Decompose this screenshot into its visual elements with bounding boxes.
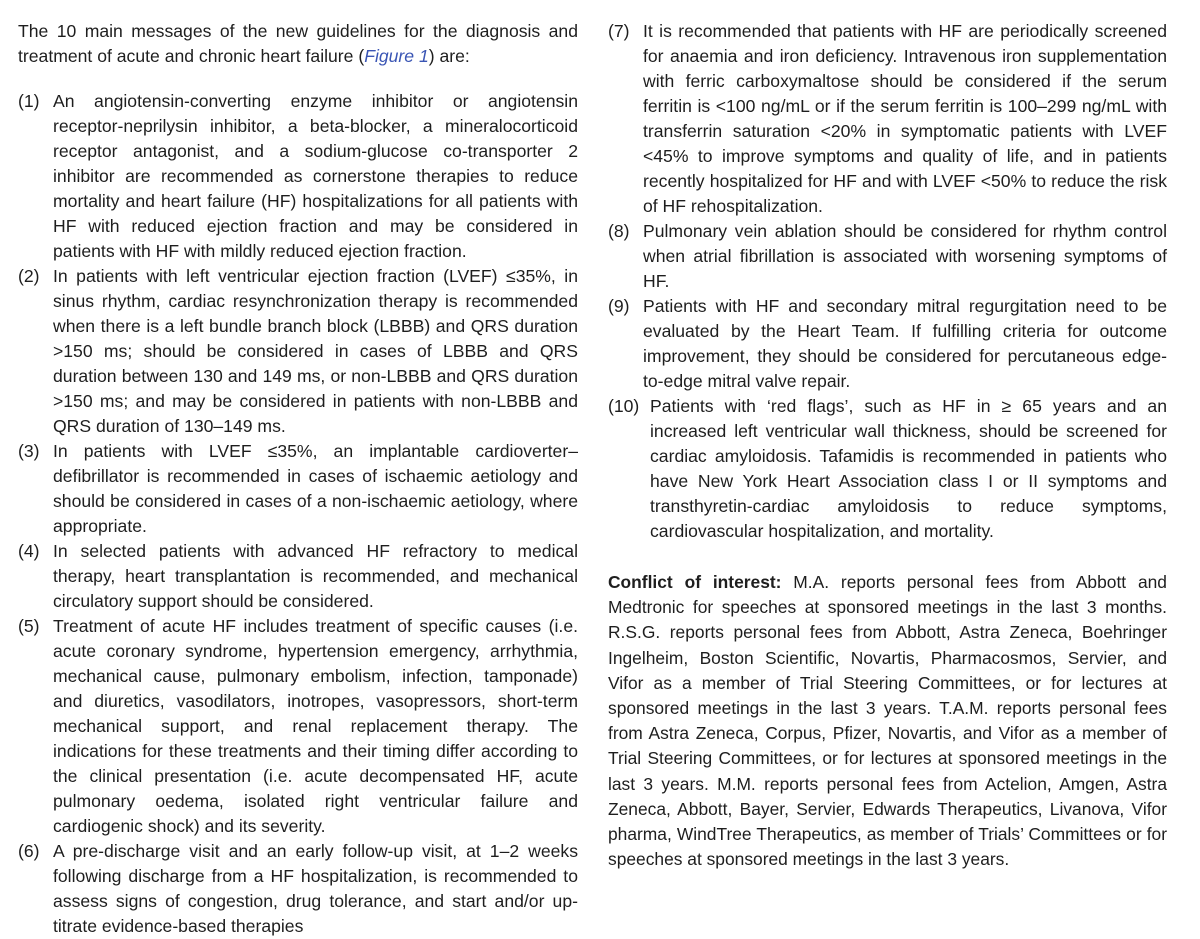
message-number: (6) bbox=[18, 841, 40, 861]
key-messages-list-left bbox=[18, 89, 578, 939]
message-item-4 bbox=[18, 539, 578, 614]
figure-1-link[interactable]: Figure 1 bbox=[364, 46, 429, 66]
message-item-2 bbox=[18, 264, 578, 439]
message-item-1 bbox=[18, 89, 578, 264]
conflict-of-interest-paragraph bbox=[608, 570, 1167, 872]
message-text: In patients with LVEF ≤35%, an implantable cardioverter–defibrillator is recommended in cases of ischaemic aetiology and should be considered in cases of a non-ischaemic aetiology, where appropriate. bbox=[53, 441, 578, 536]
message-text: Patients with HF and secondary mitral regurgitation need to be evaluated by the Heart Team. If fulfilling criteria for outcome improvement, they should be considered for percutaneous edge-to-edge mitral valve repair. bbox=[643, 296, 1167, 391]
message-text: An angiotensin-converting enzyme inhibitor or angiotensin receptor-neprilysin inhibitor, a beta-blocker, a mineralocorticoid receptor antagonist, and a sodium-glucose co-transporter 2 inhibitor are recommended as cornerstone therapies to reduce mortality and heart failure (HF) hospitalizations for all patients with HF with reduced ejection fraction and may be considered in patients with HF with mildly reduced ejection fraction. bbox=[53, 91, 578, 261]
message-text: Pulmonary vein ablation should be considered for rhythm control when atrial fibrillation is associated with worsening symptoms of HF. bbox=[643, 221, 1167, 291]
message-text: Treatment of acute HF includes treatment of specific causes (i.e. acute coronary syndrome, hypertension emergency, arrhythmia, mechanical cause, pulmonary embolism, infection, tamponade) and diuretics, vasodilators, inotropes, vasopressors, short-term mechanical support, and renal replacement therapy. The indications for these treatments and their timing differ according to the clinical presentation (i.e. acute decompensated HF, acute pulmonary oedema, isolated right ventricular failure and cardiogenic shock) and its severity. bbox=[53, 616, 578, 836]
message-number: (9) bbox=[608, 296, 630, 316]
message-item-9 bbox=[608, 294, 1167, 394]
message-text: A pre-discharge visit and an early follow-up visit, at 1–2 weeks following discharge from a HF hospitalization, is recommended to assess signs of congestion, drug tolerance, and start and/or up-titrate evidence-based therapies bbox=[53, 841, 578, 936]
intro-paragraph bbox=[18, 19, 578, 69]
message-number: (5) bbox=[18, 616, 40, 636]
right-column bbox=[608, 19, 1167, 872]
message-item-10 bbox=[608, 394, 1167, 544]
message-number: (10) bbox=[608, 396, 640, 416]
message-item-3 bbox=[18, 439, 578, 539]
message-item-7 bbox=[608, 19, 1167, 219]
message-number: (2) bbox=[18, 266, 40, 286]
message-item-8 bbox=[608, 219, 1167, 294]
conflict-of-interest-label: Conflict of interest: bbox=[608, 572, 782, 592]
message-number: (3) bbox=[18, 441, 40, 461]
key-messages-list-right bbox=[608, 19, 1167, 544]
intro-text-end: ) are: bbox=[428, 46, 470, 66]
message-text: It is recommended that patients with HF are periodically screened for anaemia and iron deficiency. Intravenous iron supplementation with ferric carboxymaltose should be considered if the serum ferritin is <100 ng/mL or if the serum ferritin is 100–299 ng/mL with transferrin saturation <20% in symptomatic patients with LVEF <45% to improve symptoms and quality of life, and in patients recently hospitalized for HF and with LVEF <50% to reduce the risk of HF rehospitalization. bbox=[643, 21, 1167, 216]
message-number: (8) bbox=[608, 221, 630, 241]
message-text: In patients with left ventricular ejection fraction (LVEF) ≤35%, in sinus rhythm, cardiac resynchronization therapy is recommended when there is a left bundle branch block (LBBB) and QRS duration >150 ms; should be considered in cases of LBBB and QRS duration between 130 and 149 ms, or non-LBBB and QRS duration >150 ms; and may be considered in patients with non-LBBB and QRS duration of 130–149 ms. bbox=[53, 266, 578, 436]
message-number: (4) bbox=[18, 541, 40, 561]
message-text: In selected patients with advanced HF refractory to medical therapy, heart transplantation is recommended, and mechanical circulatory support should be considered. bbox=[53, 541, 578, 611]
left-column bbox=[18, 19, 578, 939]
message-item-6 bbox=[18, 839, 578, 939]
conflict-of-interest-text: M.A. reports personal fees from Abbott and Medtronic for speeches at sponsored meetings in the last 3 months. R.S.G. reports personal fees from Abbott, Astra Zeneca, Boehringer Ingelheim, Boston Scientific, Novartis, Pharmacosmos, Servier, and Vifor as a member of Trial Steering Committees, or for lectures at sponsored meetings in the last 3 years. T.A.M. reports personal fees from Astra Zeneca, Corpus, Pfizer, Novartis, and Vifor as a member of Trial Steering Committees, or for lectures at sponsored meetings in the last 3 years. M.M. reports personal fees from Actelion, Amgen, Astra Zeneca, Abbott, Bayer, Servier, Edwards Therapeutics, Livanova, Vifor pharma, WindTree Therapeutics, as member of Trials’ Committees or for speeches at sponsored meetings in the last 3 years. bbox=[608, 572, 1167, 870]
intro-text-start: The 10 main messages of the new guidelines for the diagnosis and treatment of acute and chronic heart failure ( bbox=[18, 21, 578, 66]
message-item-5 bbox=[18, 614, 578, 839]
message-number: (1) bbox=[18, 91, 40, 111]
message-number: (7) bbox=[608, 21, 630, 41]
message-text: Patients with ‘red flags’, such as HF in ≥ 65 years and an increased left ventricular wall thickness, should be screened for cardiac amyloidosis. Tafamidis is recommended in patients who have New York Heart Association class I or II symptoms and transthyretin-cardiac amyloidosis to reduce symptoms, cardiovascular hospitalization, and mortality. bbox=[650, 396, 1167, 541]
